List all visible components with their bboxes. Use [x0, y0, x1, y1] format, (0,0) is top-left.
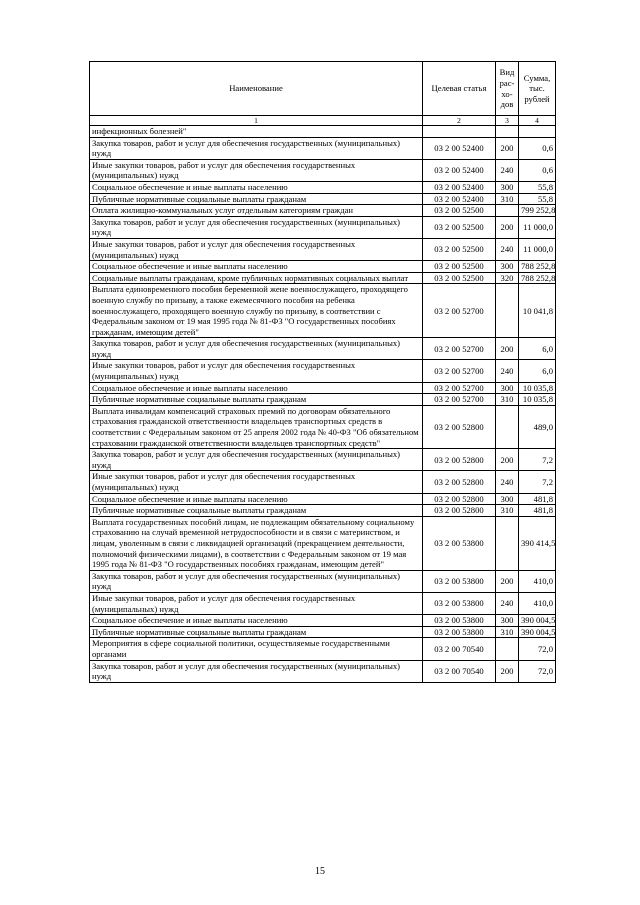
row-expense-type: 300: [496, 382, 519, 394]
row-name: Публичные нормативные социальные выплаты гражданам: [90, 193, 423, 205]
table-row: [90, 238, 556, 260]
row-target-article: [423, 126, 496, 138]
row-expense-type: [496, 405, 519, 448]
row-name: инфекционных болезней": [90, 126, 423, 138]
table-row: [90, 493, 556, 505]
row-expense-type: 240: [496, 238, 519, 260]
row-expense-type: 300: [496, 615, 519, 627]
table-row: [90, 126, 556, 138]
row-sum: 799 252,8: [519, 205, 556, 217]
row-sum: 6,0: [519, 360, 556, 382]
row-target-article: 03 2 00 52700: [423, 382, 496, 394]
table-row: [90, 261, 556, 273]
row-sum: 481,8: [519, 505, 556, 517]
column-number: 2: [423, 116, 496, 126]
table-row: [90, 592, 556, 614]
row-expense-type: 200: [496, 137, 519, 159]
table-row: [90, 205, 556, 217]
budget-table: [89, 61, 556, 683]
column-number: 1: [90, 116, 423, 126]
row-name: Социальное обеспечение и иные выплаты населению: [90, 493, 423, 505]
row-name: Закупка товаров, работ и услуг для обеспечения государственных (муниципальных) нужд: [90, 449, 423, 471]
row-name: Оплата жилищно-коммунальных услуг отдельным категориям граждан: [90, 205, 423, 217]
table-row: [90, 394, 556, 406]
table-body: [90, 126, 556, 683]
row-expense-type: [496, 284, 519, 338]
row-target-article: 03 2 00 52500: [423, 216, 496, 238]
table-row: [90, 338, 556, 360]
row-target-article: 03 2 00 52800: [423, 449, 496, 471]
row-expense-type: 310: [496, 394, 519, 406]
row-sum: 72,0: [519, 638, 556, 660]
row-sum: 489,0: [519, 405, 556, 448]
row-name: Закупка товаров, работ и услуг для обеспечения государственных (муниципальных) нужд: [90, 660, 423, 682]
row-sum: 10 035,8: [519, 382, 556, 394]
row-target-article: 03 2 00 52800: [423, 405, 496, 448]
row-expense-type: [496, 516, 519, 570]
row-sum: 72,0: [519, 660, 556, 682]
row-name: Закупка товаров, работ и услуг для обеспечения государственных (муниципальных) нужд: [90, 338, 423, 360]
table-row: [90, 626, 556, 638]
row-expense-type: 300: [496, 261, 519, 273]
row-name: Социальное обеспечение и иные выплаты населению: [90, 615, 423, 627]
row-target-article: 03 2 00 53800: [423, 592, 496, 614]
header-expense-type: Вид рас- хо- дов: [496, 62, 519, 116]
row-name: Социальные выплаты гражданам, кроме публичных нормативных социальных выплат: [90, 272, 423, 284]
row-target-article: 03 2 00 52400: [423, 193, 496, 205]
table-row: [90, 405, 556, 448]
row-expense-type: 300: [496, 493, 519, 505]
row-sum: 410,0: [519, 592, 556, 614]
row-target-article: 03 2 00 53800: [423, 626, 496, 638]
row-target-article: 03 2 00 70540: [423, 638, 496, 660]
row-expense-type: 310: [496, 193, 519, 205]
row-sum: 11 000,0: [519, 216, 556, 238]
row-target-article: 03 2 00 52700: [423, 394, 496, 406]
row-target-article: 03 2 00 52500: [423, 261, 496, 273]
row-expense-type: 240: [496, 471, 519, 493]
row-target-article: 03 2 00 52400: [423, 137, 496, 159]
row-name: Иные закупки товаров, работ и услуг для обеспечения государственных (муниципальных) нужд: [90, 471, 423, 493]
table-row: [90, 615, 556, 627]
table-row: [90, 193, 556, 205]
page-number: 15: [315, 866, 325, 877]
row-sum: 788 252,8: [519, 261, 556, 273]
table-row: [90, 360, 556, 382]
row-target-article: 03 2 00 52500: [423, 238, 496, 260]
row-name: Публичные нормативные социальные выплаты гражданам: [90, 626, 423, 638]
table-header-row: [90, 62, 556, 116]
row-expense-type: 240: [496, 592, 519, 614]
table-row: [90, 284, 556, 338]
row-expense-type: 240: [496, 360, 519, 382]
row-target-article: 03 2 00 52500: [423, 205, 496, 217]
row-sum: 390 004,5: [519, 615, 556, 627]
column-number: 4: [519, 116, 556, 126]
row-sum: 0,6: [519, 137, 556, 159]
row-expense-type: 200: [496, 570, 519, 592]
row-sum: 11 000,0: [519, 238, 556, 260]
row-sum: 788 252,8: [519, 272, 556, 284]
row-name: Выплата единовременного пособия беременной жене военнослужащего, проходящего военную службу по призыву, а также ежемесячного пособия на ребенка военнослужащего, проходящего военную службу по призыву, в соответствии с Федеральным законом от 19 мая 1995 года № 81-ФЗ "О государственных пособиях гражданам, имеющим детей": [90, 284, 423, 338]
row-target-article: 03 2 00 52800: [423, 505, 496, 517]
row-target-article: 03 2 00 53800: [423, 615, 496, 627]
row-target-article: 03 2 00 52700: [423, 284, 496, 338]
row-target-article: 03 2 00 52500: [423, 272, 496, 284]
row-target-article: 03 2 00 52700: [423, 338, 496, 360]
row-expense-type: 300: [496, 181, 519, 193]
row-expense-type: 200: [496, 338, 519, 360]
table-row: [90, 159, 556, 181]
row-name: Иные закупки товаров, работ и услуг для обеспечения государственных (муниципальных) нужд: [90, 592, 423, 614]
row-target-article: 03 2 00 52700: [423, 360, 496, 382]
header-target-article: Целевая статья: [423, 62, 496, 116]
row-name: Закупка товаров, работ и услуг для обеспечения государственных (муниципальных) нужд: [90, 137, 423, 159]
row-name: Иные закупки товаров, работ и услуг для обеспечения государственных (муниципальных) нужд: [90, 360, 423, 382]
row-expense-type: 240: [496, 159, 519, 181]
row-target-article: 03 2 00 52400: [423, 159, 496, 181]
row-sum: 390 004,5: [519, 626, 556, 638]
row-sum: 0,6: [519, 159, 556, 181]
table-row: [90, 638, 556, 660]
row-target-article: 03 2 00 70540: [423, 660, 496, 682]
row-sum: [519, 126, 556, 138]
table-row: [90, 516, 556, 570]
row-name: Мероприятия в сфере социальной политики, осуществляемые государственными органами: [90, 638, 423, 660]
row-name: Закупка товаров, работ и услуг для обеспечения государственных (муниципальных) нужд: [90, 570, 423, 592]
header-name: Наименование: [90, 62, 423, 116]
row-sum: 390 414,5: [519, 516, 556, 570]
table-row: [90, 505, 556, 517]
table-row: [90, 471, 556, 493]
row-name: Выплата государственных пособий лицам, не подлежащим обязательному социальному страхованию на случай временной нетрудоспособности и в связи с материнством, и лицам, уволенным в связи с ликвидацией организаций (прекращением деятельности, полномочий физическими лицами), в соответствии с Федеральным законом от 19 мая 1995 года № 81-ФЗ "О государственных пособиях гражданам, имеющим детей": [90, 516, 423, 570]
table-row: [90, 570, 556, 592]
row-sum: 7,2: [519, 471, 556, 493]
column-number: 3: [496, 116, 519, 126]
table-row: [90, 382, 556, 394]
row-target-article: 03 2 00 53800: [423, 516, 496, 570]
row-name: Иные закупки товаров, работ и услуг для обеспечения государственных (муниципальных) нужд: [90, 238, 423, 260]
column-number-row: [90, 116, 556, 126]
row-target-article: 03 2 00 52800: [423, 471, 496, 493]
row-expense-type: [496, 205, 519, 217]
row-sum: 10 035,8: [519, 394, 556, 406]
table-row: [90, 216, 556, 238]
table-row: [90, 181, 556, 193]
row-expense-type: 320: [496, 272, 519, 284]
row-expense-type: [496, 638, 519, 660]
row-expense-type: 200: [496, 216, 519, 238]
table-row: [90, 449, 556, 471]
row-sum: 7,2: [519, 449, 556, 471]
row-name: Закупка товаров, работ и услуг для обеспечения государственных (муниципальных) нужд: [90, 216, 423, 238]
row-sum: 481,8: [519, 493, 556, 505]
row-sum: 10 041,8: [519, 284, 556, 338]
table-row: [90, 660, 556, 682]
row-expense-type: 200: [496, 660, 519, 682]
row-sum: 55,8: [519, 181, 556, 193]
row-target-article: 03 2 00 53800: [423, 570, 496, 592]
table-row: [90, 272, 556, 284]
row-expense-type: 310: [496, 626, 519, 638]
row-name: Публичные нормативные социальные выплаты гражданам: [90, 394, 423, 406]
row-name: Выплата инвалидам компенсаций страховых премий по договорам обязательного страхования гражданской ответственности владельцев транспортных средств в соответствии с Федеральным законом от 25 апреля 2002 года № 40-ФЗ "Об обязательном страховании гражданской ответственности владельцев транспортных средств": [90, 405, 423, 448]
row-name: Социальное обеспечение и иные выплаты населению: [90, 181, 423, 193]
row-name: Публичные нормативные социальные выплаты гражданам: [90, 505, 423, 517]
row-expense-type: 200: [496, 449, 519, 471]
row-target-article: 03 2 00 52800: [423, 493, 496, 505]
header-sum: Сумма, тыс. рублей: [519, 62, 556, 116]
row-name: Иные закупки товаров, работ и услуг для обеспечения государственных (муниципальных) нужд: [90, 159, 423, 181]
row-sum: 410,0: [519, 570, 556, 592]
row-target-article: 03 2 00 52400: [423, 181, 496, 193]
table-row: [90, 137, 556, 159]
row-expense-type: 310: [496, 505, 519, 517]
row-name: Социальное обеспечение и иные выплаты населению: [90, 261, 423, 273]
row-expense-type: [496, 126, 519, 138]
row-name: Социальное обеспечение и иные выплаты населению: [90, 382, 423, 394]
row-sum: 55,8: [519, 193, 556, 205]
row-sum: 6,0: [519, 338, 556, 360]
